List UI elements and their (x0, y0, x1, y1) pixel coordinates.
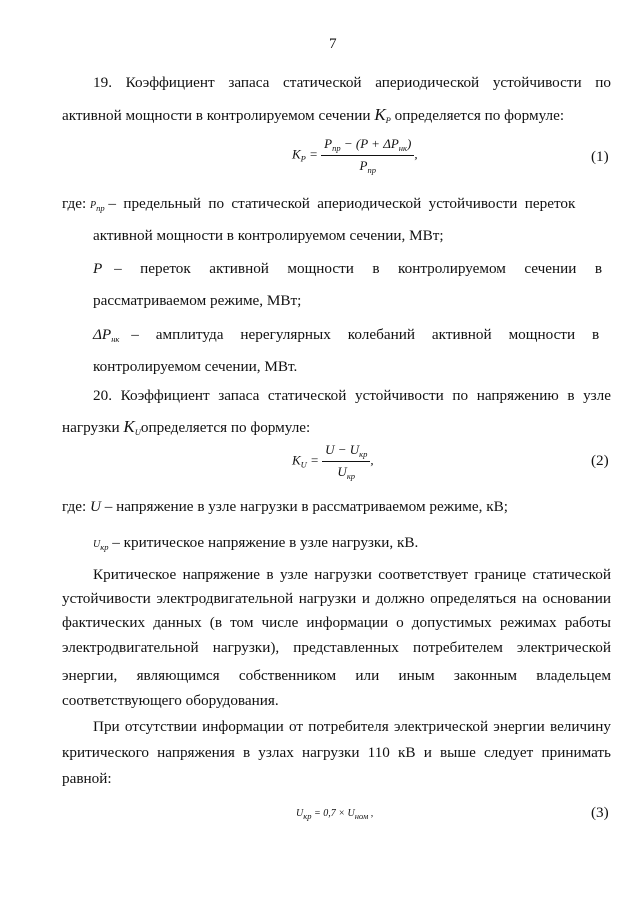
where-2-line-1: P – переток активной мощности в контролируемом сечении в (93, 260, 603, 277)
para-1-line-3: фактических данных (в том числе информации о допустимых режимах работы (62, 614, 611, 631)
para-1-line-2: устойчивости электродвигательной нагрузки и должно определяться на основании (62, 590, 611, 607)
item-20-line-1: 20. Коэффициент запаса статической устойчивости по напряжению в узле (93, 387, 611, 404)
ku-symbol: $K_U$ (123, 417, 141, 437)
item-20-line-2: нагрузки $K_Uопределяется$ по формуле: (62, 417, 311, 437)
para-1-line-4: электродвигательной нагрузки), представленных потребителем электрической (62, 639, 611, 656)
para-1-line-6: соответствующего оборудования. (62, 692, 279, 709)
formula-2-number: (2) (591, 452, 609, 469)
formula-1: $K_P$ = $\frac{P_{пр} - (P + \Delta P_{нк})}{P_{пр}}$ , (292, 136, 418, 175)
formula-1-number: (1) (591, 148, 609, 165)
para-2-line-2: критического напряжения в узлах нагрузки 110 кВ и выше следует принимать (62, 744, 611, 761)
formula-3-number: (3) (591, 804, 609, 821)
where-3-line-2: контролируемом сечении, МВт. (93, 358, 298, 375)
p-pr-symbol: $P_{пр}$ (89, 200, 105, 213)
item-19-line-1: 19. Коэффициент запаса статической апериодической устойчивости по (93, 74, 611, 91)
where-4-line: где: U – напряжение в узле нагрузки в рассматриваемом режиме, кВ; (62, 498, 508, 515)
where-5-line: $U_{кр}$ – критическое напряжение в узле нагрузки, кВ. (93, 534, 419, 552)
formula-2: $K_U$ = $\frac{U - U_{кр}}{U_{кр}}$ , (292, 442, 374, 481)
kp-symbol: $K_P$ (374, 105, 391, 125)
u-kr-symbol: $U_{кр}$ (93, 539, 109, 552)
where-3-line-1: $\Delta P_{нк}$ – амплитуда нерегулярных колебаний активной мощности в (93, 326, 600, 344)
where-1-line-1: где: $P_{пр}$ – предельный по статической апериодической устойчивости переток (62, 195, 576, 213)
where-2-line-2: рассматриваемом режиме, МВт; (93, 292, 302, 309)
para-2-line-1: При отсутствии информации от потребителя электрической энергии величину (93, 718, 611, 735)
page-number: 7 (329, 35, 337, 52)
u-symbol: U (89, 498, 101, 515)
where-1-line-2: активной мощности в контролируемом сечении, МВт; (93, 227, 444, 244)
formula-1-fraction: $\frac{P_{пр} - (P + \Delta P_{нк})}{P_{пр}}$ (321, 136, 414, 175)
para-1-line-1: Критическое напряжение в узле нагрузки соответствует границе статической (93, 566, 611, 583)
delta-p-symbol: $\Delta P_{нк}$ (93, 326, 120, 344)
p-symbol: P (93, 260, 103, 277)
formula-2-fraction: $\frac{U - U_{кр}}{U_{кр}}$ (322, 442, 370, 481)
para-1-line-5: энергии, являющимся собственником или иным законным владельцем (62, 667, 611, 684)
item-19-line-2: активной мощности в контролируемом сечении $K_P$ определяется по формуле: (62, 105, 565, 125)
formula-3: $U_{кр} = 0,7 \times U_{ном}$ , (296, 808, 374, 821)
para-2-line-3: равной: (62, 770, 112, 787)
